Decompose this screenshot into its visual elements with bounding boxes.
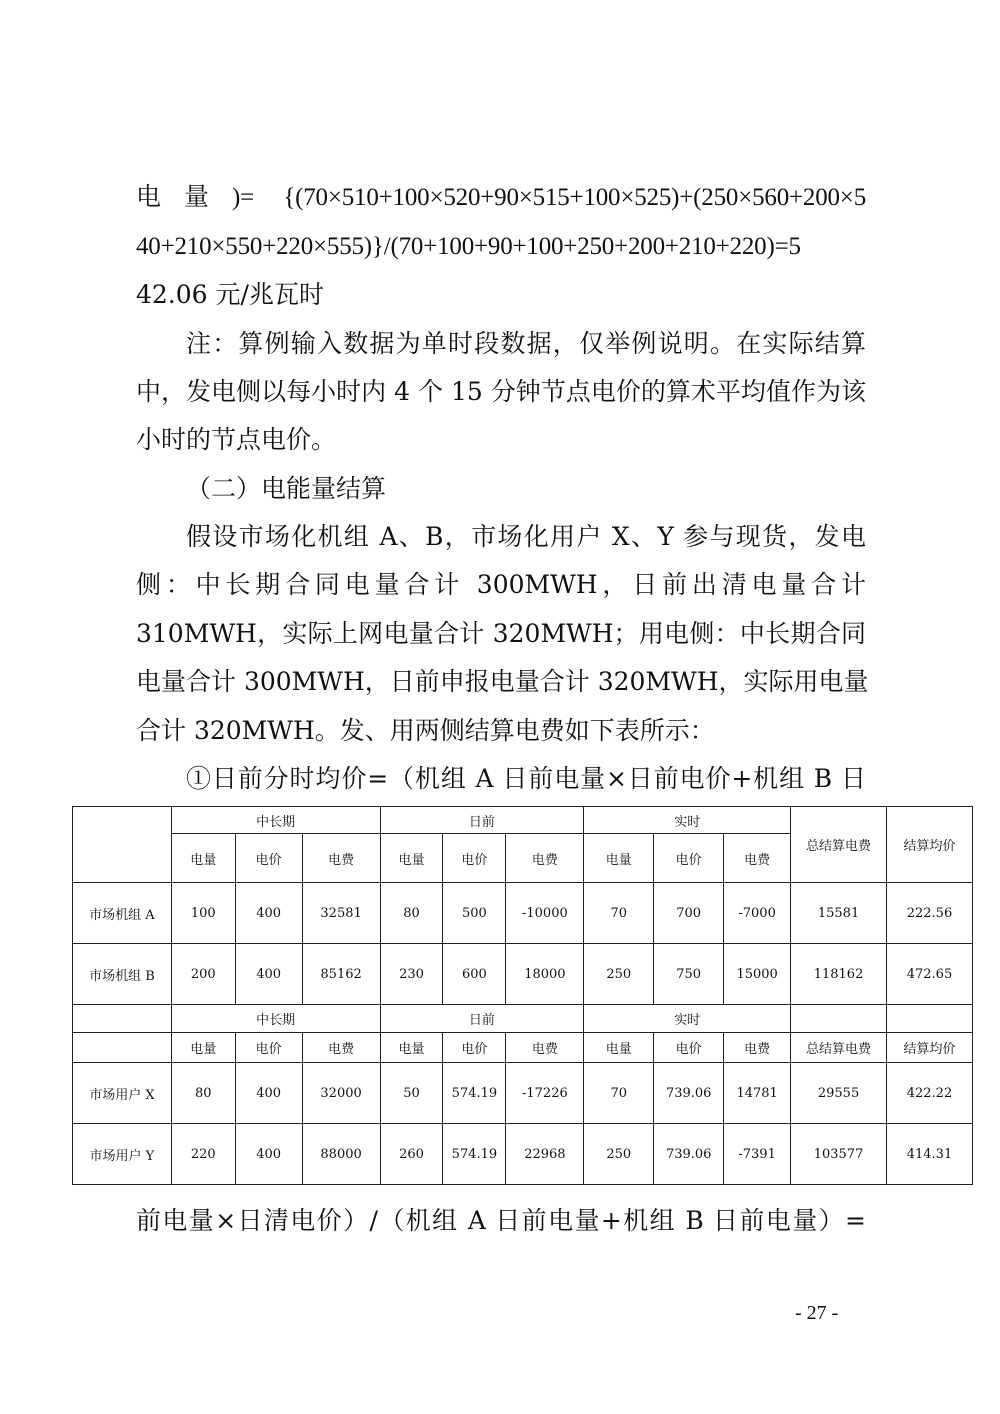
para-line-4: 电量合计 300MWH，日前申报电量合计 320MWH，实际用电量 [136, 667, 869, 696]
sub-header: 电量 [171, 834, 235, 883]
table-cell: 250 [584, 944, 654, 1005]
table-cell: 70 [584, 883, 654, 944]
table-row [73, 944, 973, 1005]
table-cell: 29555 [791, 1063, 887, 1124]
sub-header: 电量 [380, 1033, 443, 1063]
table-cell: 80 [171, 1063, 235, 1124]
para-line-1: 假设市场化机组 A、B，市场化用户 X、Y 参与现货，发电 [186, 522, 866, 551]
table-cell: 80 [380, 883, 443, 944]
para-line-5: 合计 320MWH。发、用两侧结算电费如下表所示： [136, 716, 715, 745]
table-cell: 50 [380, 1063, 443, 1124]
note-line-2: 中，发电侧以每小时内 4 个 15 分钟节点电价的算术平均值作为该 [136, 377, 866, 406]
sub-header: 电费 [724, 834, 791, 883]
table-cell: 400 [235, 1063, 302, 1124]
avg-price-header: 结算均价 [886, 1033, 972, 1063]
table-cell: 118162 [791, 944, 887, 1005]
avg-price-line-1: ①日前分时均价=（机组 A 日前电量×日前电价+机组 B 日 [186, 764, 866, 793]
total-fee-header: 总结算电费 [791, 1033, 887, 1063]
blank-cell [791, 1005, 887, 1033]
row-label: 市场机组 B [73, 944, 172, 1005]
sub-header: 电量 [380, 834, 443, 883]
para-line-2: 侧：中长期合同电量合计 300MWH，日前出清电量合计 [136, 570, 866, 599]
table-cell: 472.65 [886, 944, 972, 1005]
table-cell: 15581 [791, 883, 887, 944]
table-row [73, 1063, 973, 1124]
table-cell: 18000 [506, 944, 584, 1005]
sub-header: 电价 [654, 1033, 724, 1063]
table-cell: 222.56 [886, 883, 972, 944]
table-cell: -10000 [506, 883, 584, 944]
table-cell: 14781 [724, 1063, 791, 1124]
sub-header: 电价 [654, 834, 724, 883]
sub-header: 电费 [506, 834, 584, 883]
table-cell: 15000 [724, 944, 791, 1005]
sub-header: 电费 [302, 1033, 380, 1063]
row-label: 市场机组 A [73, 883, 172, 944]
table-row [73, 883, 973, 944]
sub-header: 电费 [724, 1033, 791, 1063]
corner-cell [73, 807, 172, 883]
corner-cell [73, 1033, 172, 1063]
table-cell: 700 [654, 883, 724, 944]
sub-header: 电量 [584, 834, 654, 883]
group-header-mid-long: 中长期 [171, 807, 380, 834]
group-header-real-time: 实时 [584, 807, 791, 834]
table-cell: 739.06 [654, 1063, 724, 1124]
table-cell: -7000 [724, 883, 791, 944]
section-heading: （二）电能量结算 [186, 474, 387, 503]
table-cell: -17226 [506, 1063, 584, 1124]
sub-header: 电费 [506, 1033, 584, 1063]
para-line-3: 310MWH，实际上网电量合计 320MWH；用电侧：中长期合同 [136, 619, 866, 648]
sub-header: 电价 [443, 834, 506, 883]
total-fee-header: 总结算电费 [791, 807, 887, 883]
table-cell: 22968 [506, 1124, 584, 1185]
formula-line-1: 电量)= {(70×510+100×520+90×515+100×525)+(250×560+200×5 [136, 184, 866, 211]
group-header-day-ahead: 日前 [380, 807, 584, 834]
sub-header: 电价 [443, 1033, 506, 1063]
table-cell: 400 [235, 883, 302, 944]
note-line-3: 小时的节点电价。 [136, 425, 337, 454]
sub-header: 电价 [235, 1033, 302, 1063]
table-cell: 600 [443, 944, 506, 1005]
table-cell: 500 [443, 883, 506, 944]
table-cell: 250 [584, 1124, 654, 1185]
group-header-real-time: 实时 [584, 1005, 791, 1033]
table-cell: 70 [584, 1063, 654, 1124]
page-number: - 27 - [795, 1302, 839, 1324]
table-cell: 200 [171, 944, 235, 1005]
sub-header: 电量 [584, 1033, 654, 1063]
row-label: 市场用户 X [73, 1063, 172, 1124]
table-cell: 574.19 [443, 1063, 506, 1124]
formula-result: 42.06 元/兆瓦时 [136, 280, 324, 309]
settlement-table [72, 806, 973, 1185]
blank-cell [886, 1005, 972, 1033]
table-cell: 260 [380, 1124, 443, 1185]
table-cell: 574.19 [443, 1124, 506, 1185]
table-cell: 32000 [302, 1063, 380, 1124]
table-cell: -7391 [724, 1124, 791, 1185]
table-cell: 32581 [302, 883, 380, 944]
table-cell: 100 [171, 883, 235, 944]
table-cell: 414.31 [886, 1124, 972, 1185]
row-label: 市场用户 Y [73, 1124, 172, 1185]
table-cell: 230 [380, 944, 443, 1005]
formula-line-2: 40+210×550+220×555)}/(70+100+90+100+250+200+210+220)=5 [136, 233, 801, 260]
sub-header: 电量 [171, 1033, 235, 1063]
corner-cell [73, 1005, 172, 1033]
sub-header: 电费 [302, 834, 380, 883]
table-cell: 88000 [302, 1124, 380, 1185]
table-cell: 85162 [302, 944, 380, 1005]
group-header-mid-long: 中长期 [171, 1005, 380, 1033]
table-cell: 103577 [791, 1124, 887, 1185]
table-cell: 400 [235, 1124, 302, 1185]
table-cell: 220 [171, 1124, 235, 1185]
table-cell: 750 [654, 944, 724, 1005]
table-cell: 422.22 [886, 1063, 972, 1124]
avg-price-header: 结算均价 [886, 807, 972, 883]
table-cell: 739.06 [654, 1124, 724, 1185]
group-header-day-ahead: 日前 [380, 1005, 584, 1033]
table-cell: 400 [235, 944, 302, 1005]
note-line-1: 注：算例输入数据为单时段数据，仅举例说明。在实际结算 [186, 329, 866, 358]
avg-price-line-2: 前电量×日清电价）/（机组 A 日前电量+机组 B 日前电量）= [136, 1206, 866, 1235]
sub-header: 电价 [235, 834, 302, 883]
table-row [73, 1124, 973, 1185]
